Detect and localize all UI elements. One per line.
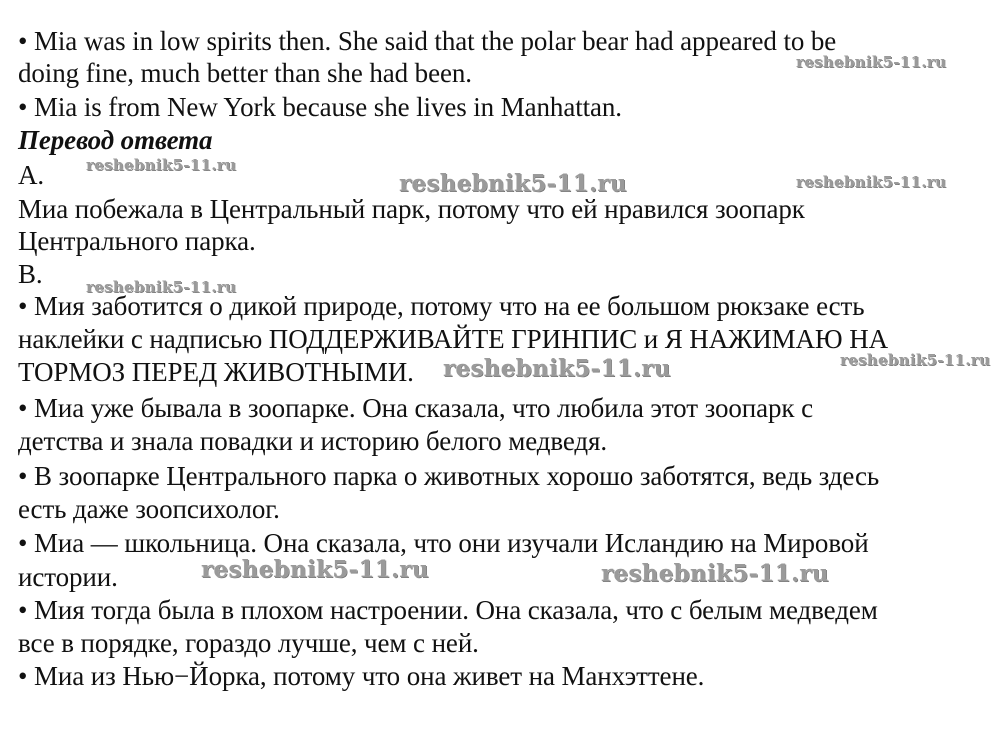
text-line: • Mia is from New York because she lives in Manhattan. xyxy=(18,92,622,122)
watermark: reshebnik5-11.ru xyxy=(796,173,947,191)
section-heading: Перевод ответа xyxy=(18,125,213,155)
watermark: reshebnik5-11.ru xyxy=(840,351,991,369)
text-line: • Миа уже бывала в зоопарке. Она сказала, что любила этот зоопарк с xyxy=(18,393,813,423)
text-line: Центрального парка. xyxy=(18,226,256,256)
section-label-a: A. xyxy=(18,160,45,190)
section-label-b: B. xyxy=(18,259,43,289)
watermark: reshebnik5-11.ru xyxy=(399,170,627,197)
watermark: reshebnik5-11.ru xyxy=(601,560,829,587)
text-line: doing fine, much better than she had been. xyxy=(18,58,472,88)
text-line: • Mia was in low spirits then. She said that the polar bear had appeared to be xyxy=(18,26,837,56)
text-line: истории. xyxy=(18,562,118,592)
text-line: есть даже зоопсихолог. xyxy=(18,494,280,524)
watermark: reshebnik5-11.ru xyxy=(443,355,671,382)
text-line: детства и знала повадки и историю белого медведя. xyxy=(18,426,607,456)
text-line: все в порядке, гораздо лучше, чем с ней. xyxy=(18,628,479,658)
text-line: ТОРМОЗ ПЕРЕД ЖИВОТНЫМИ. xyxy=(18,357,414,387)
watermark: reshebnik5-11.ru xyxy=(796,53,947,71)
text-line: • Миа из Нью−Йорка, потому что она живет на Манхэттене. xyxy=(18,661,705,691)
watermark: reshebnik5-11.ru xyxy=(86,278,237,296)
watermark: reshebnik5-11.ru xyxy=(86,156,237,174)
text-line: • В зоопарке Центрального парка о животных хорошо заботятся, ведь здесь xyxy=(18,461,880,491)
watermark: reshebnik5-11.ru xyxy=(201,556,429,583)
text-line: • Миа — школьница. Она сказала, что они изучали Исландию на Мировой xyxy=(18,528,869,558)
text-line: • Мия тогда была в плохом настроении. Она сказала, что с белым медведем xyxy=(18,595,878,625)
text-line: • Мия заботится о дикой природе, потому что на ее большом рюкзаке есть xyxy=(18,291,865,321)
text-line: наклейки с надписью ПОДДЕРЖИВАЙТЕ ГРИНПИС и Я НАЖИМАЮ НА xyxy=(18,324,889,354)
text-line: Миа побежала в Центральный парк, потому что ей нравился зоопарк xyxy=(18,194,805,224)
